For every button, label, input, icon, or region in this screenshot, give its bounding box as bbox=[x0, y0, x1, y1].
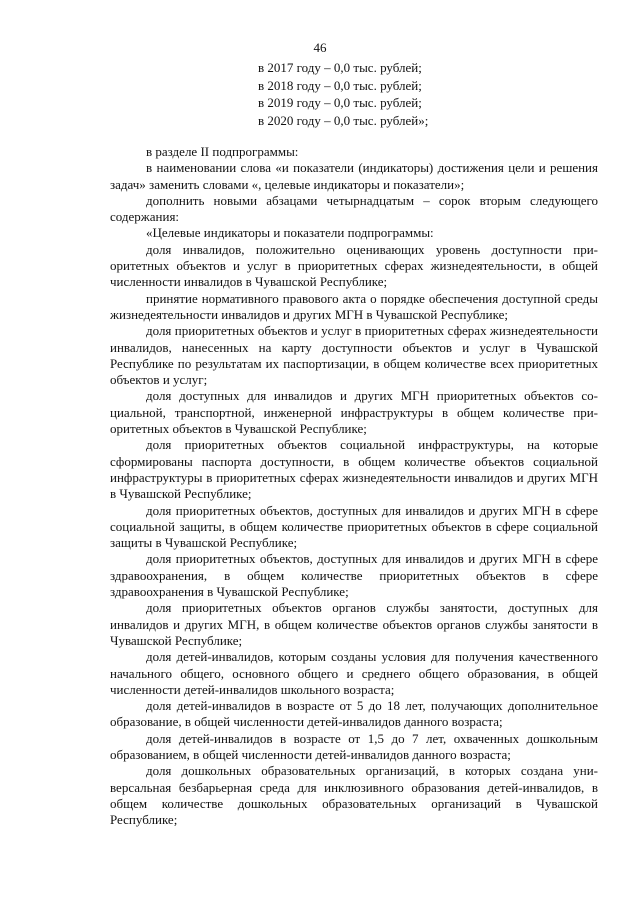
paragraph-section-ii: в разделе II подпрограммы: bbox=[146, 144, 299, 159]
indicator-item: доля приоритетных объектов, доступных для инвалидов и других МГН в сфере здравоохранения, в общем количестве приоритетных объектов в сфере здравоохранения в Чувашской Республике; bbox=[110, 551, 598, 600]
funding-amounts bbox=[0, 59, 640, 129]
indicator-item: принятие нормативного правового акта о порядке обеспечения доступной среды жизнедеятельности инвалидов и других МГН в Чувашской Республике; bbox=[110, 290, 598, 322]
funding-line-2017: в 2017 году – 0,0 тыс. рублей; bbox=[258, 60, 422, 75]
page-number: 46 bbox=[313, 40, 327, 55]
paragraph-indicators-heading: «Целевые индикаторы и показатели подпрограммы: bbox=[146, 225, 434, 241]
indicator-item: доля детей-инвалидов в возрасте от 1,5 до 7 лет, охваченных дошкольным образованием, в общей численности детей-инвалидов данного возраста; bbox=[110, 730, 598, 762]
indicator-item: доля приоритетных объектов, доступных для инвалидов и других МГН в сфере социальной защиты, в общем количестве приоритетных объектов в сфере социальной защиты в Чувашской Республике; bbox=[110, 502, 598, 551]
indicator-item: доля детей-инвалидов в возрасте от 5 до 18 лет, получающих дополнительное образование, в общей численности детей-инвалидов данного возраста; bbox=[110, 698, 598, 730]
funding-line-2020: в 2020 году – 0,0 тыс. рублей»; bbox=[258, 112, 429, 128]
funding-line-2018: в 2018 году – 0,0 тыс. рублей; bbox=[258, 77, 422, 93]
funding-line-2019: в 2019 году – 0,0 тыс. рублей; bbox=[258, 95, 422, 111]
indicator-item: доля дошкольных образовательных организаций, в которых создана универсальная безбарьерная среда для инклюзивного образования детей-инвалидов, в общем количестве дошкольных образовательных организаций в Чувашской Республике; bbox=[110, 763, 598, 828]
paragraph-title-replacement: в наименовании слова «и показатели (индикаторы) достижения цели и решения задач» заменить словами «, целевые индикаторы и показатели»; bbox=[110, 160, 598, 192]
indicator-item: доля приоритетных объектов и услуг в приоритетных сферах жизнедеятельности инвалидов, нанесенных на карту доступности объектов и услуг в Чувашской Республике по результатам их паспортизации, в общем количестве всех приоритетных объектов и услуг; bbox=[110, 323, 598, 388]
document-body bbox=[110, 144, 598, 828]
indicator-item: доля инвалидов, положительно оценивающих уровень доступности приоритетных объектов и услуг в приоритетных сферах жизнедеятельности, в общей численности инвалидов в Чувашской Республике; bbox=[110, 241, 598, 290]
indicator-item: доля доступных для инвалидов и других МГН приоритетных объектов социальной, транспортной, инженерной инфраструктуры в общем количестве приоритетных объектов в Чувашской Республике; bbox=[110, 388, 598, 437]
indicator-item: доля детей-инвалидов, которым созданы условия для получения качественного начального общего, основного общего и среднего общего образования, в общей численности детей-инвалидов школьного возраста; bbox=[110, 649, 598, 697]
indicator-item: доля приоритетных объектов социальной инфраструктуры, на которые сформированы паспорта доступности, в общем количестве объектов социальной инфраструктуры в приоритетных сферах жизнедеятельности инвалидов и других МГН в Чувашской Республике; bbox=[110, 437, 598, 502]
paragraph-add-new-paragraphs: дополнить новыми абзацами четырнадцатым – сорок вторым следующего содержания: bbox=[110, 192, 598, 225]
indicator-item: доля приоритетных объектов органов службы занятости, доступных для инвалидов и других МГН, в общем количестве объектов органов службы занятости в Чувашской Республике; bbox=[110, 600, 598, 648]
